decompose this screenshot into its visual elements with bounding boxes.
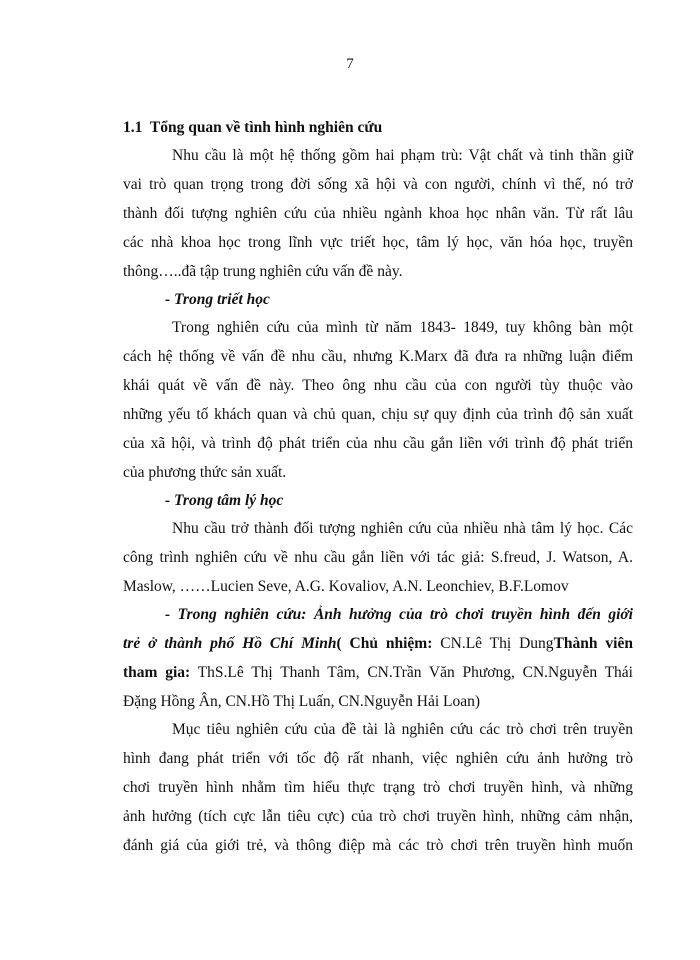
intro-line: Nhu cầu là một hệ thống gồm hai phạm trù: Vật chất và tinh thần giữ: [172, 147, 633, 164]
intro-line: vai trò quan trọng trong đời sống xã hội và con người, chính vì thế, nó trở: [123, 176, 633, 193]
research-line: [123, 663, 633, 683]
research-members: ThS.Lê Thị Thanh Tâm, CN.Trần Văn Phương, CN.Nguyễn Thái: [190, 664, 633, 681]
page-number: 7: [346, 56, 354, 72]
research-line: [123, 634, 633, 654]
research-chair-name: CN.Lê Thị Dung: [432, 635, 554, 652]
philosophy-line: của xã hội, và trình độ phát triển của nhu cầu gắn liền với trình độ phát triển: [123, 435, 633, 452]
goal-line: ảnh hưởng (tích cực lẫn tiêu cực) của trò chơi truyền hình, những cảm nhận,: [123, 808, 633, 825]
research-chair-label: ( Chủ nhiệm:: [336, 635, 433, 652]
philosophy-line: những yếu tố khách quan và chủ quan, chịu sự quy định của trình độ sản xuất: [123, 406, 633, 423]
section-heading: [123, 118, 633, 138]
research-members-label-cont: tham gia:: [123, 664, 191, 681]
intro-line: các nhà khoa học trong lĩnh vực triết học, tâm lý học, văn hóa học, truyền: [123, 234, 633, 251]
psychology-title: - Trong tâm lý học: [165, 492, 284, 509]
research-line: Đặng Hồng Ân, CN.Hồ Thị Luấn, CN.Nguyễn Hải Loan): [123, 693, 481, 710]
intro-line: thông…..đã tập trung nghiên cứu vấn đề này.: [123, 263, 403, 280]
philosophy-title: - Trong triết học: [165, 291, 270, 308]
philosophy-line: khái quát về vấn đề này. Theo ông nhu cầu của con người tùy thuộc vào: [123, 377, 633, 394]
philosophy-line: cách hệ thống về vấn đề nhu cầu, nhưng K.Marx đã đưa ra những luận điểm: [123, 348, 633, 365]
section-title: Tổng quan về tình hình nghiên cứu: [149, 119, 383, 136]
goal-line: chơi truyền hình nhằm tìm hiểu thực trạng trò chơi truyền hình, và những: [123, 779, 633, 796]
goal-line: Mục tiêu nghiên cứu của đề tài là nghiên cứu các trò chơi trên truyền: [172, 721, 633, 738]
section-number: 1.1: [123, 119, 143, 136]
research-title: - Trong nghiên cứu: Ảnh hưởng của trò chơi truyền hình đến giới: [165, 606, 633, 623]
philosophy-line: Trong nghiên cứu của mình từ năm 1843- 1849, tuy không bàn một: [172, 319, 633, 336]
psychology-line: Nhu cầu trở thành đối tượng nghiên cứu của nhiều nhà tâm lý học. Các: [172, 520, 633, 537]
research-members-label: Thành viên: [553, 635, 633, 652]
research-topic: trẻ ở thành phố Hồ Chí Minh: [123, 635, 337, 652]
philosophy-line: của phương thức sản xuất.: [123, 464, 287, 481]
psychology-line: Maslow, ……Lucien Seve, A.G. Kovaliov, A.N. Leonchiev, B.F.Lomov: [123, 578, 569, 595]
intro-line: thành đối tượng nghiên cứu của nhiều ngành khoa học nhân văn. Từ rất lâu: [123, 205, 633, 222]
goal-line: hình đang phát triển với tốc độ rất nhanh, việc nghiên cứu ảnh hưởng trò: [123, 750, 633, 767]
psychology-line: công trình nghiên cứu về nhu cầu gắn liền với tác giả: S.freud, J. Watson, A.: [123, 549, 633, 566]
goal-line: đánh giá của giới trẻ, và thông điệp mà các trò chơi trên truyền hình muốn: [123, 837, 633, 854]
